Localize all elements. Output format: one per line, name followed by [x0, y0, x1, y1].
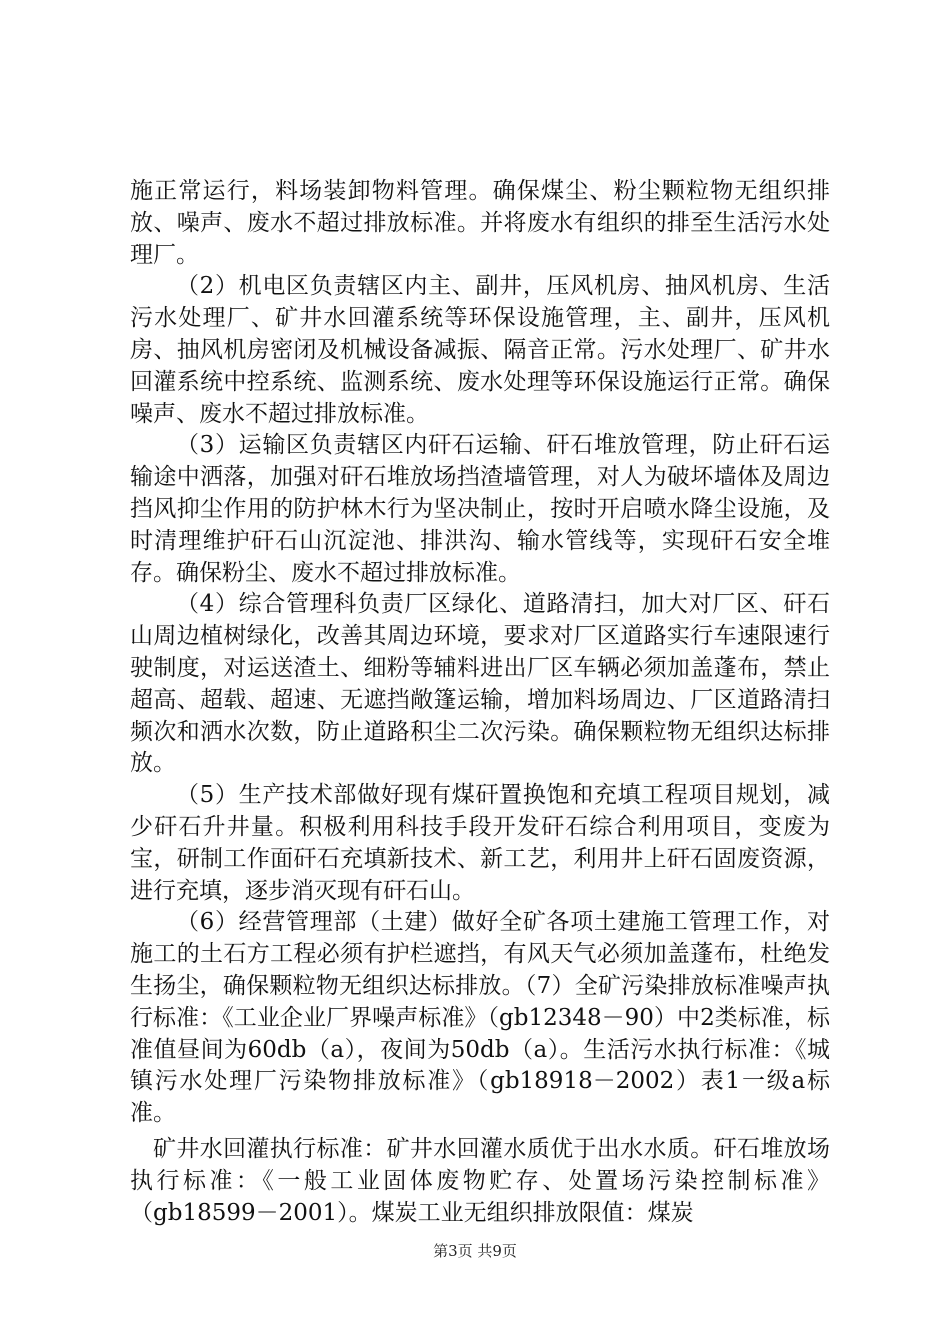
paragraph-item-3: （3）运输区负责辖区内矸石运输、矸石堆放管理，防止矸石运输途中洒落，加强对矸石堆放场挡渣墙管理，对人为破坏墙体及周边挡风抑尘作用的防护林木行为坚决制止，按时开启喷水降尘设施，及时清理维护矸石山沉淀池、排洪沟、输水管线等，实现矸石安全堆存。确保粉尘、废水不超过排放标准。 [130, 432, 830, 586]
paragraph-mine-water: 矿井水回灌执行标准：矿井水回灌水质优于出水水质。矸石堆放场执行标准：《一般工业固体废物贮存、处置场污染控制标准》（gb18599－2001）。煤炭工业无组织排放限值：煤炭 [130, 1135, 830, 1226]
paragraph-item-6: （6）经营管理部（土建）做好全矿各项土建施工管理工作，对施工的土石方工程必须有护栏遮挡，有风天气必须加盖蓬布，杜绝发生扬尘，确保颗粒物无组织达标排放。（7）全矿污染排放标准噪声执行标准：《工业企业厂界噪声标准》（gb12348－90）中2类标准，标准值昼间为60db（a），夜间为50db（a）。生活污水执行标准：《城镇污水处理厂污染物排放标准》（gb18918－2002）表1一级a标准。 [130, 909, 830, 1127]
paragraph-item-2: （2）机电区负责辖区内主、副井，压风机房、抽风机房、生活污水处理厂、矿井水回灌系统等环保设施管理，主、副井，压风机房、抽风机房密闭及机械设备减振、隔音正常。污水处理厂、矿井水回灌系统中控系统、监测系统、废水处理等环保设施运行正常。确保噪声、废水不超过排放标准。 [130, 273, 830, 427]
document-body [130, 176, 830, 1229]
paragraph-item-4: （4）综合管理科负责厂区绿化、道路清扫，加大对厂区、矸石山周边植树绿化，改善其周边环境，要求对厂区道路实行车速限速行驶制度，对运送渣土、细粉等辅料进出厂区车辆必须加盖蓬布，禁止超高、超载、超速、无遮挡敞篷运输，增加料场周边、厂区道路清扫频次和洒水次数，防止道路积尘二次污染。确保颗粒物无组织达标排放。 [130, 591, 830, 777]
paragraph-continuation: 施正常运行，料场装卸物料管理。确保煤尘、粉尘颗粒物无组织排放、噪声、废水不超过排放标准。并将废水有组织的排至生活污水处理厂。 [130, 178, 830, 268]
page-footer: 第3页 共9页 [433, 1242, 517, 1260]
paragraph-item-5: （5）生产技术部做好现有煤矸置换饱和充填工程项目规划，减少矸石升井量。积极利用科技手段开发矸石综合利用项目，变废为宝，研制工作面矸石充填新技术、新工艺，利用井上矸石固废资源，进行充填，逐步消灭现有矸石山。 [130, 782, 830, 904]
